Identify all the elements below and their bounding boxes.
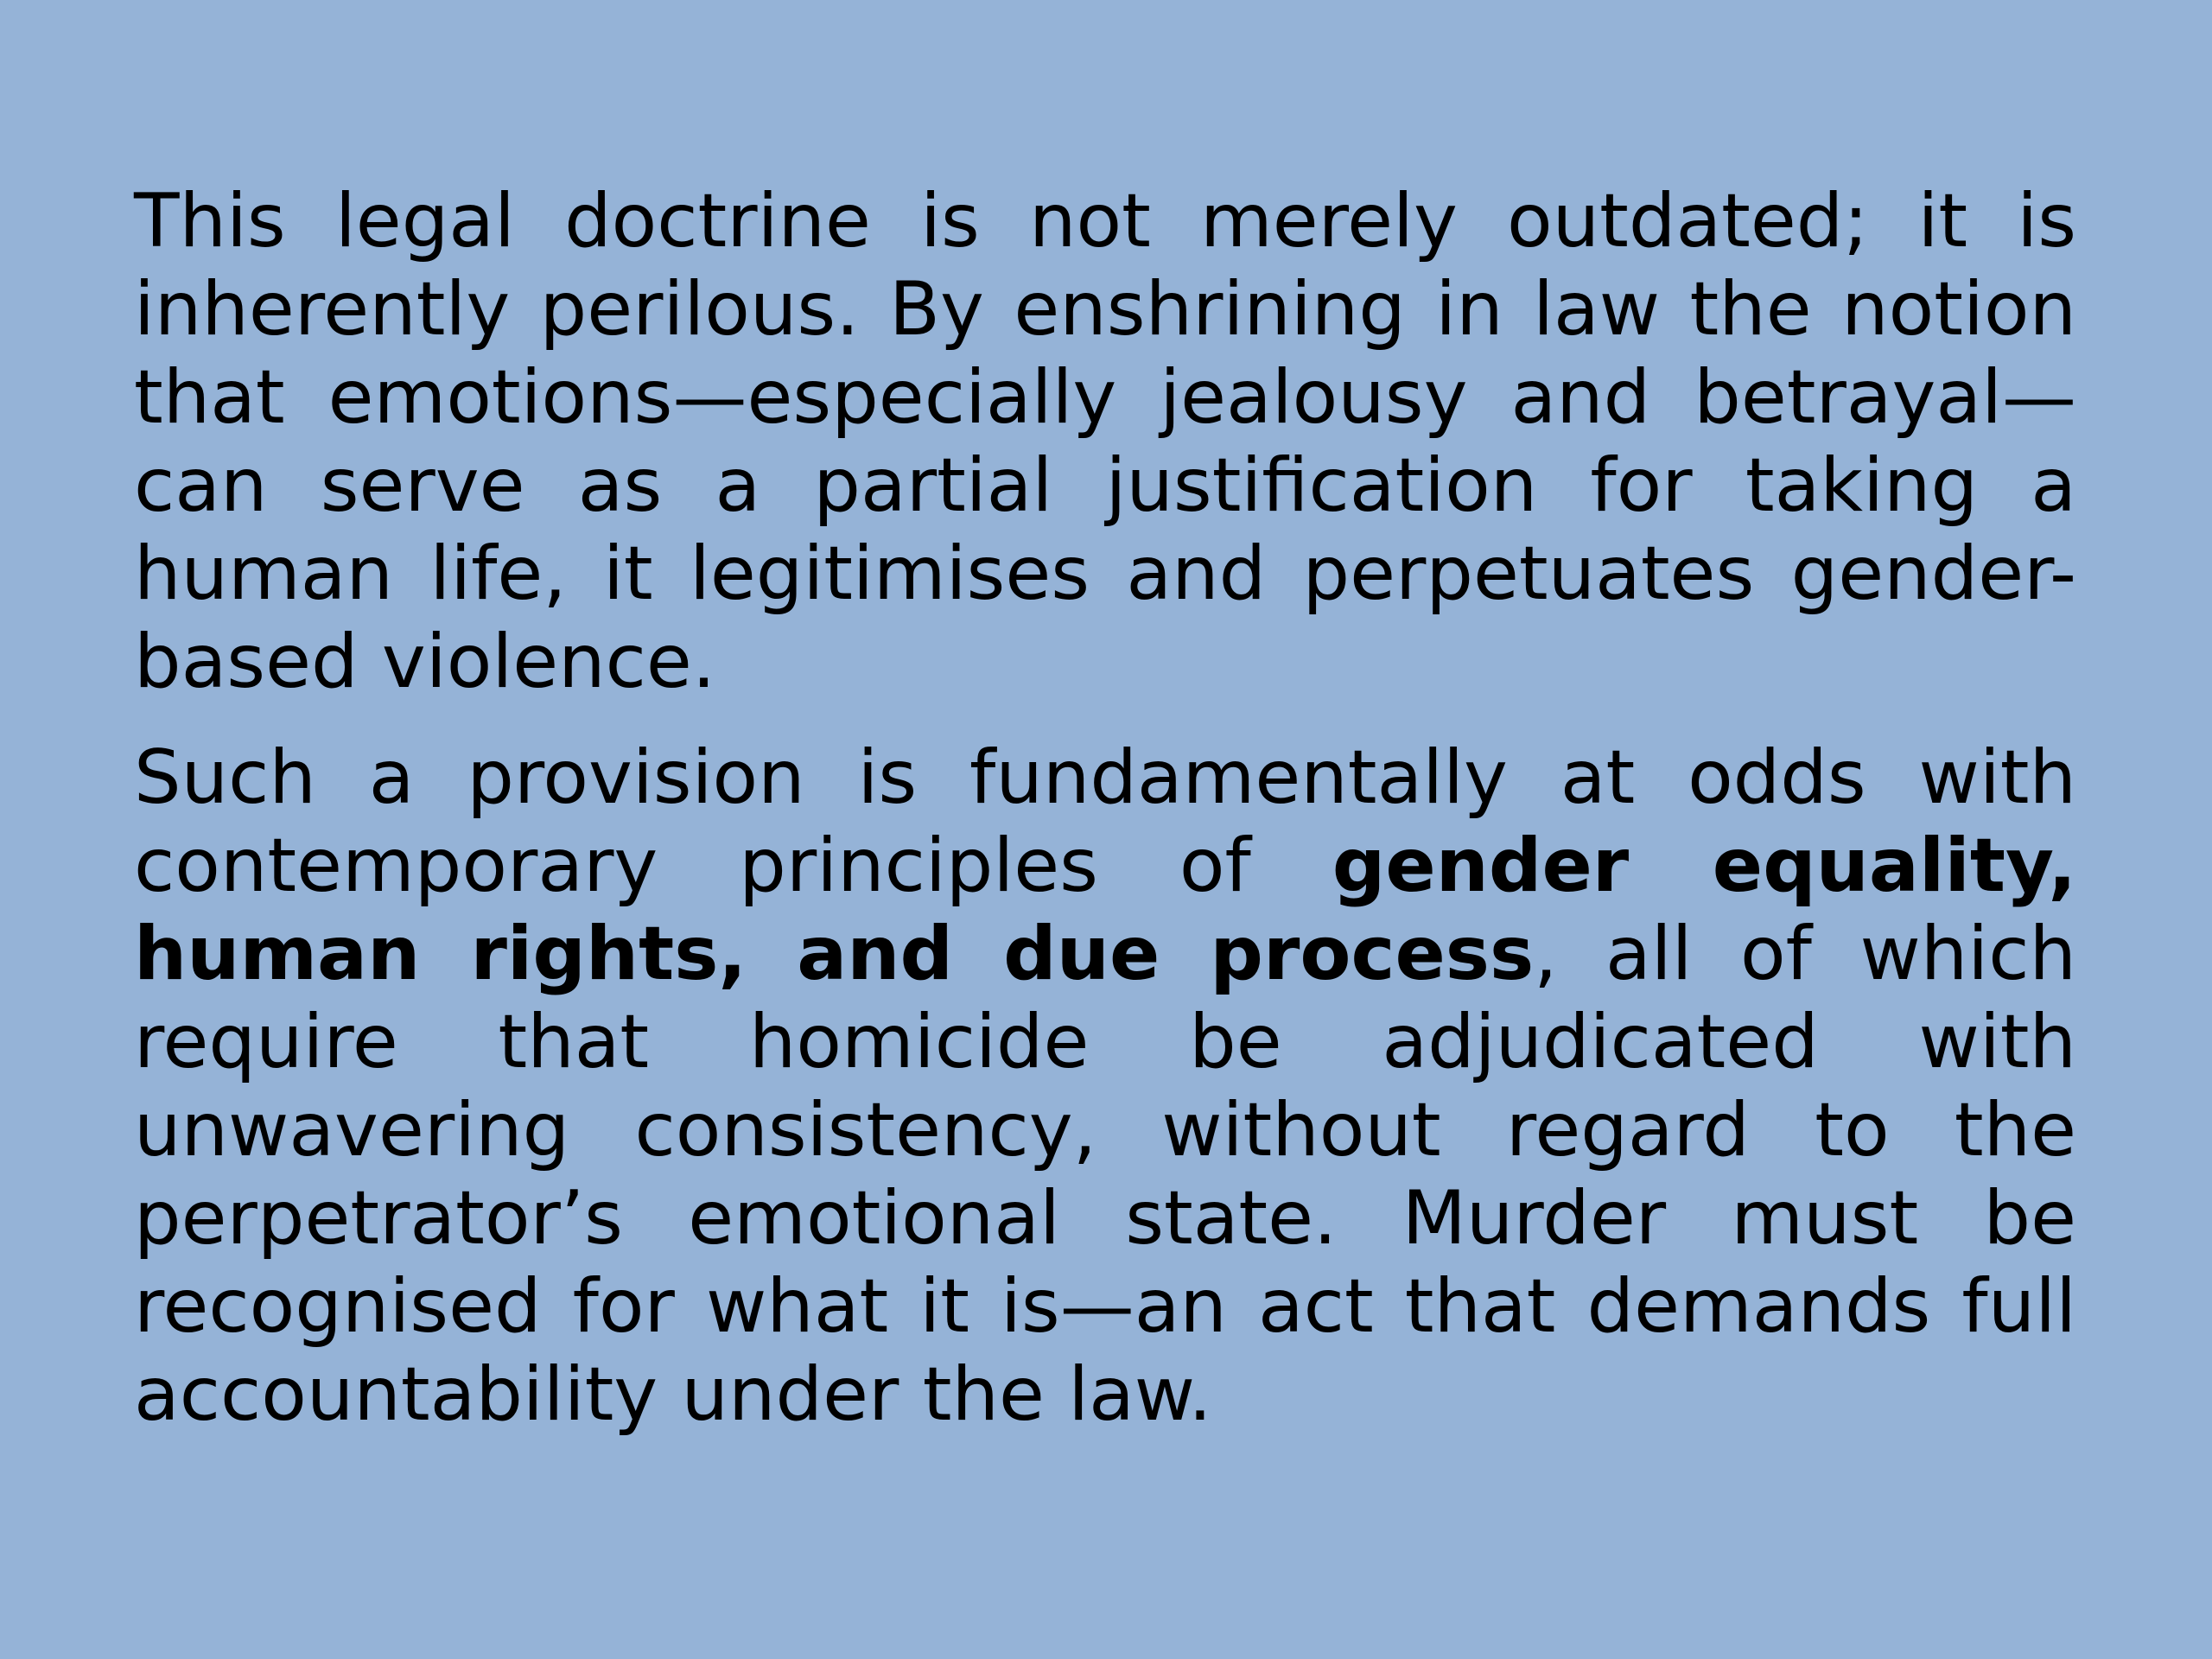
paragraph2-lead-text: Such a provision is fundamentally at odds with contemporary principles of — [134, 734, 2076, 909]
bold-principles-text: gender equality, human rights, and due process — [134, 823, 2077, 997]
slide-text-body — [134, 177, 2076, 1466]
paragraph-provision-odds — [134, 734, 2076, 1439]
paragraph-doctrine-peril: This legal doctrine is not merely outdated; it is inherently perilous. By enshrining in law the notion that emotions—especially jealousy and betrayal—can serve as a partial justification for taking a human life, it legitimises and perpetuates gender-based violence. — [134, 178, 2076, 705]
paragraph2-tail-text: , all of which require that homicide be adjudicated with unwavering consistency, without regard to the perpetrator’s emotional state. Murder must be recognised for what it is—an act that demands full accountability under the law. — [134, 911, 2076, 1438]
